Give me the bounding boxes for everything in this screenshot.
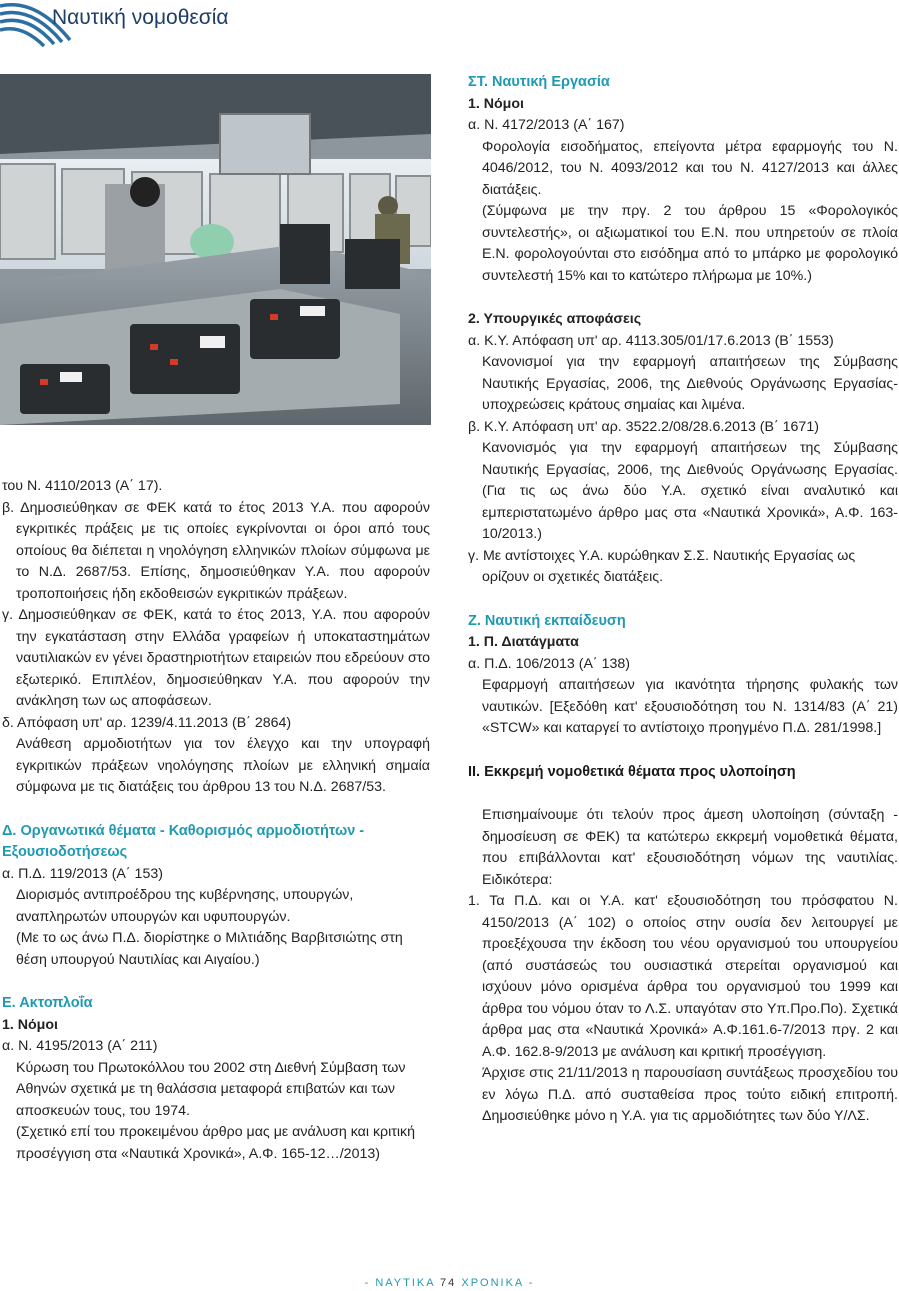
sub-heading: 1. Νόμοι xyxy=(468,95,524,112)
ship-bridge-photo xyxy=(0,74,431,425)
paragraph: (Σύμφωνα με την πργ. 2 του άρθρου 15 «Φορολογικός συντελεστής», οι αξιωματικοί του Ε.Ν. που υπηρετούν σε πλοία Ε.Ν. φορολογούνται στο εισόδημα από το μπάρκο με φορολογικό συντελεστή 15% και το κατώτερο πλήρωμα με 10%.) xyxy=(482,203,898,284)
right-column xyxy=(468,72,898,1128)
page-title: Ναυτική νομοθεσία xyxy=(52,6,229,29)
paragraph: β. Κ.Υ. Απόφαση υπ' αρ. 3522.2/08/28.6.2013 (Β΄ 1671) xyxy=(468,418,819,435)
page-number: 74 xyxy=(440,1277,457,1289)
section-heading: Ζ. Ναυτική εκπαίδευση xyxy=(468,612,626,629)
paragraph: Άρχισε στις 21/11/2013 η παρουσίαση συντάξεως προσχεδίου του εν λόγω Π.Δ. από συσταθείσα προς τούτο ειδική επιτροπή. Δημοσιεύθηκε μόνο η Υ.Α. για τις αρμοδιότητες των δύο Υ/ΛΣ. xyxy=(482,1065,898,1124)
paragraph: β. Δημοσιεύθηκαν σε ΦΕΚ κατά το έτος 2013 Υ.Α. που αφορούν εγκριτικές πράξεις με τις οποίες εγκρίνονται οι όροι από τους οποίους θα διέπεται η νηολόγηση ελληνικών πλοίων σύμφωνα με το Ν.Δ. 2687/53. Επίσης, δημοσιεύθηκαν Υ.Α. που αφορούν τροποποιήσεις ήδη εκδοθεισών εγκριτικών πράξεων. xyxy=(2,499,430,602)
sub-heading: 1. Π. Διατάγματα xyxy=(468,634,579,650)
paragraph: (Σχετικό επί του προκειμένου άρθρο μας με ανάλυση και κριτική προσέγγιση στα «Ναυτικά Χρονικά», Α.Φ. 165-12…/2013) xyxy=(16,1124,416,1162)
left-column xyxy=(2,476,430,1165)
paragraph: α. Π.Δ. 106/2013 (Α΄ 138) xyxy=(468,655,630,672)
paragraph: Κύρωση του Πρωτοκόλλου του 2002 στη Διεθνή Σύμβαση των Αθηνών σχετικά με τη θαλάσσια μεταφορά επιβατών και των αποσκευών τους, του 1974. xyxy=(16,1059,406,1119)
sub-heading: 1. Νόμοι xyxy=(2,1016,58,1033)
paragraph: γ. Με αντίστοιχες Υ.Α. κυρώθηκαν Σ.Σ. Ναυτικής Εργασίας ως ορίζουν οι σχετικές διατάξεις. xyxy=(468,547,856,585)
paragraph: α. Π.Δ. 119/2013 (Α΄ 153) xyxy=(2,865,163,882)
paragraph: α. Κ.Υ. Απόφαση υπ' αρ. 4113.305/01/17.6.2013 (Β΄ 1553) xyxy=(468,332,834,349)
paragraph: 1. Τα Π.Δ. και οι Υ.Α. κατ' εξουσιοδότηση του πρόσφατου Ν. 4150/2013 (Α΄ 102) ο οποίος στην ουσία δεν λειτουργεί με προεξέχουσα την έκδοση του νέου οργανισμού του υπουργείου (από συστάσεώς του ουσιαστικά στερείται οργανισμού και ισχύουν μόνο ορισμένα άρθρα του οργανισμού του 1999 και άρθρα του νόμου όταν το Λ.Σ. υπαγόταν στο Υπ.Προ.Πο). Σχετικά άρθρα μας στα «Ναυτικά Χρονικά» Α.Φ.161.6-7/2013 πργ. 2 και Α.Φ. 162.8-9/2013 με ανάλυση και κριτική προσέγγιση. xyxy=(468,893,898,1060)
page-header xyxy=(0,0,899,60)
paragraph: του Ν. 4110/2013 (Α΄ 17). xyxy=(2,478,163,494)
section-heading: Ε. Ακτοπλοΐα xyxy=(2,995,93,1011)
section-heading: Δ. Οργανωτικά θέματα - Καθορισμός αρμοδιοτήτων - Εξουσιοδοτήσεως xyxy=(2,822,365,860)
section-heading: ΙΙ. Εκκρεμή νομοθετικά θέματα προς υλοποίηση xyxy=(468,763,796,780)
footer-left: - ΝΑΥΤΙΚΑ xyxy=(364,1277,435,1289)
footer-right: ΧΡΟΝΙΚΑ - xyxy=(461,1277,535,1289)
paragraph: α. Ν. 4195/2013 (Α΄ 211) xyxy=(2,1038,158,1054)
paragraph: Επισημαίνουμε ότι τελούν προς άμεση υλοποίηση (σύνταξη - δημοσίευση σε ΦΕΚ) τα κατώτερω εκκρεμή νομοθετικά θέματα, που επιβάλλονται κατ' εξουσιοδότηση νόμων της ναυτιλίας. Ειδικότερα: xyxy=(482,807,898,888)
paragraph: Φορολογία εισοδήματος, επείγοντα μέτρα εφαρμογής του Ν. 4046/2012, του Ν. 4093/2012 και του Ν. 4127/2013 και άλλες διατάξεις. xyxy=(482,138,898,198)
paragraph: (Με το ως άνω Π.Δ. διορίστηκε ο Μιλτιάδης Βαρβιτσιώτης στη θέση υπουργού Ναυτιλίας και Αιγαίου.) xyxy=(16,930,403,968)
paragraph: Κανονισμός για την εφαρμογή απαιτήσεων της Σύμβασης Ναυτικής Εργασίας, 2006, της Διεθνούς Οργάνωσης Εργασίας. (Για τις ως άνω δύο Υ.Α. σχετικό είναι αναλυτικό και εμπεριστατωμένο άρθρο μας στα «Ναυτικά Χρονικά», Α.Φ. 163-10/2013.) xyxy=(482,440,898,542)
page-footer xyxy=(0,1277,899,1289)
paragraph: Διορισμός αντιπροέδρου της κυβέρνησης, υπουργών, αναπληρωτών υπουργών και υφυπουργών. xyxy=(16,887,354,925)
paragraph: γ. Δημοσιεύθηκαν σε ΦΕΚ, κατά το έτος 2013, Υ.Α. που αφορούν την εγκατάσταση στην Ελλάδα γραφείων ή υποκαταστημάτων ναυτιλιακών εν γένει δραστηριοτήτων εταιρειών που εδρεύουν στο εξωτερικό. Επιπλέον, δημοσιεύθηκαν Υ.Α. που αφορούν την ανάκληση των ως αποφάσεων. xyxy=(2,607,430,709)
sub-heading: 2. Υπουργικές αποφάσεις xyxy=(468,311,642,327)
section-heading: ΣΤ. Ναυτική Εργασία xyxy=(468,74,610,90)
paragraph: δ. Απόφαση υπ' αρ. 1239/4.11.2013 (Β΄ 2864) xyxy=(2,714,292,731)
paragraph: Κανονισμοί για την εφαρμογή απαιτήσεων της Σύμβασης Ναυτικής Εργασίας, 2006, της Διεθνούς Οργάνωσης Εργασίας- υποχρεώσεις κράτους σημαίας και λιμένα. xyxy=(482,354,898,413)
paragraph: Ανάθεση αρμοδιοτήτων για τον έλεγχο και την υπογραφή εγκριτικών πράξεων νηολόγησης πλοίων με ελληνική σημαία σύμφωνα με τις διατάξεις του άρθρου 13 του Ν.Δ. 2687/53. xyxy=(16,736,430,795)
paragraph: Εφαρμογή απαιτήσεων για ικανότητα τήρησης φυλακής των ναυτικών. [Εξεδόθη κατ' εξουσιοδότηση του Ν. 1314/83 (Α΄ 21) «STCW» και καταργεί το αντίστοιχο προηγμένο Π.Δ. 281/1998.] xyxy=(482,677,898,736)
paragraph: α. Ν. 4172/2013 (Α΄ 167) xyxy=(468,117,625,133)
